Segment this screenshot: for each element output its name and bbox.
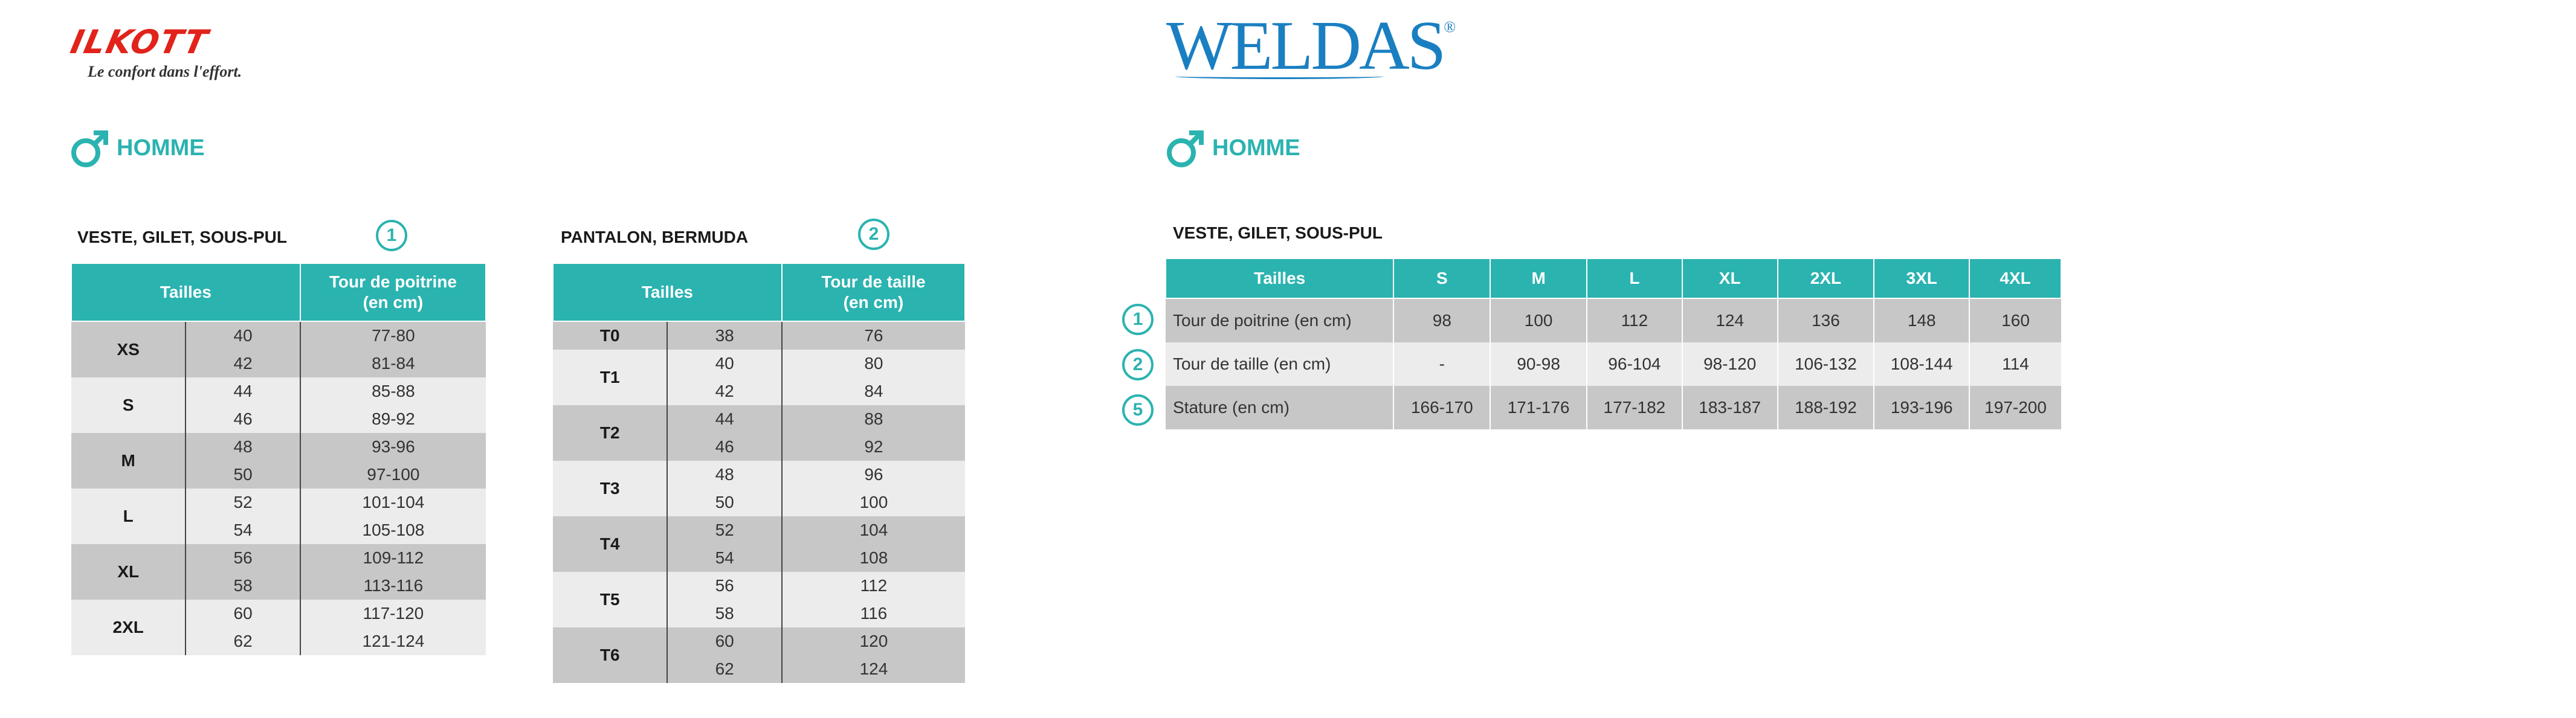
eu-size-cell: 48: [186, 433, 300, 461]
size-cell: T4: [553, 516, 667, 572]
measure-cell: 112: [782, 572, 965, 600]
table1-badge: 1: [376, 220, 407, 251]
header-cell: S: [1393, 258, 1490, 298]
eu-size-cell: 62: [186, 627, 300, 655]
size-cell: L: [71, 489, 186, 544]
table-row: [553, 461, 965, 489]
value-cell: 171-176: [1490, 386, 1587, 429]
measure-cell: 121-124: [300, 627, 486, 655]
eu-size-cell: 48: [667, 461, 781, 489]
measure-cell: 93-96: [300, 433, 486, 461]
eu-size-cell: 52: [186, 489, 300, 516]
eu-size-cell: 58: [186, 572, 300, 600]
male-symbol-icon: [69, 127, 112, 169]
value-cell: 90-98: [1490, 342, 1587, 386]
table3-badge-5: 5: [1122, 394, 1154, 426]
size-table-jacket: [71, 263, 486, 655]
measure-cell: 89-92: [300, 405, 486, 433]
value-cell: 98-120: [1682, 342, 1778, 386]
ilkott-logo: ILKOTT: [67, 23, 212, 61]
value-cell: 177-182: [1587, 386, 1682, 429]
size-table-weldas: [1165, 258, 2062, 429]
eu-size-cell: 42: [186, 350, 300, 377]
measure-cell: 117-120: [300, 600, 486, 627]
weldas-swoosh: [1175, 74, 1384, 79]
table-row: [1166, 386, 2061, 429]
header-cell: L: [1587, 258, 1682, 298]
value-cell: 96-104: [1587, 342, 1682, 386]
value-cell: 183-187: [1682, 386, 1778, 429]
measure-cell: 105-108: [300, 516, 486, 544]
size-cell: S: [71, 377, 186, 433]
value-cell: 148: [1874, 298, 1969, 342]
eu-size-cell: 56: [186, 544, 300, 572]
table-row: [553, 321, 965, 350]
eu-size-cell: 38: [667, 321, 781, 350]
eu-size-cell: 56: [667, 572, 781, 600]
measure-cell: 113-116: [300, 572, 486, 600]
eu-size-cell: 60: [667, 627, 781, 655]
measure-cell: 120: [782, 627, 965, 655]
table2-title: PANTALON, BERMUDA: [561, 228, 749, 246]
table-row: [553, 572, 965, 600]
size-cell: T1: [553, 350, 667, 405]
table3-title: VESTE, GILET, SOUS-PUL: [1173, 223, 1383, 242]
size-cell: 2XL: [71, 600, 186, 655]
value-cell: 106-132: [1778, 342, 1874, 386]
table-row: [553, 405, 965, 433]
header-cell: XL: [1682, 258, 1778, 298]
measure-cell: 81-84: [300, 350, 486, 377]
table-row: [71, 489, 486, 516]
measure-cell: 80: [782, 350, 965, 377]
weldas-logo: [1166, 7, 1456, 85]
row-label: Tour de taille (en cm): [1166, 342, 1393, 386]
table-row: [71, 377, 486, 405]
table-row: [553, 516, 965, 544]
table-row: [71, 600, 486, 627]
measure-cell: 85-88: [300, 377, 486, 405]
measure-cell: 124: [782, 655, 965, 683]
eu-size-cell: 54: [186, 516, 300, 544]
header-sizes: Tailles: [71, 263, 300, 321]
size-cell: T2: [553, 405, 667, 461]
header-cell: 3XL: [1874, 258, 1969, 298]
table-row: [71, 321, 486, 350]
value-cell: 160: [1969, 298, 2061, 342]
gender-header-left: [69, 127, 205, 169]
eu-size-cell: 42: [667, 377, 781, 405]
gender-label: HOMME: [1212, 135, 1300, 161]
eu-size-cell: 50: [667, 489, 781, 516]
table-row: [553, 350, 965, 377]
header-measure: Tour de taille (en cm): [782, 263, 965, 321]
header-sizes: Tailles: [553, 263, 782, 321]
table-row: [71, 433, 486, 461]
row-label: Stature (en cm): [1166, 386, 1393, 429]
value-cell: 188-192: [1778, 386, 1874, 429]
measure-cell: 116: [782, 600, 965, 627]
measure-cell: 101-104: [300, 489, 486, 516]
value-cell: 112: [1587, 298, 1682, 342]
header-measure: Tour de poitrine (en cm): [300, 263, 486, 321]
value-cell: 136: [1778, 298, 1874, 342]
measure-cell: 76: [782, 321, 965, 350]
table-row: [1166, 298, 2061, 342]
size-cell: XS: [71, 321, 186, 377]
value-cell: 197-200: [1969, 386, 2061, 429]
value-cell: 108-144: [1874, 342, 1969, 386]
measure-cell: 88: [782, 405, 965, 433]
measure-cell: 77-80: [300, 321, 486, 350]
eu-size-cell: 62: [667, 655, 781, 683]
measure-cell: 104: [782, 516, 965, 544]
weldas-logo-text: WELDAS: [1166, 7, 1444, 85]
size-cell: XL: [71, 544, 186, 600]
value-cell: 166-170: [1393, 386, 1490, 429]
table3-badge-2: 2: [1122, 349, 1154, 380]
measure-cell: 84: [782, 377, 965, 405]
value-cell: 100: [1490, 298, 1587, 342]
eu-size-cell: 54: [667, 544, 781, 572]
value-cell: 124: [1682, 298, 1778, 342]
gender-label: HOMME: [117, 135, 205, 161]
measure-cell: 109-112: [300, 544, 486, 572]
eu-size-cell: 40: [667, 350, 781, 377]
eu-size-cell: 44: [186, 377, 300, 405]
table-row: [1166, 342, 2061, 386]
ilkott-slogan: Le confort dans l'effort.: [88, 63, 242, 80]
value-cell: -: [1393, 342, 1490, 386]
male-symbol-icon: [1165, 127, 1207, 169]
measure-cell: 100: [782, 489, 965, 516]
measure-cell: 96: [782, 461, 965, 489]
size-table-pants: [552, 263, 966, 683]
table1-title: VESTE, GILET, SOUS-PUL: [77, 228, 287, 246]
header-cell: 2XL: [1778, 258, 1874, 298]
table-row: [553, 627, 965, 655]
size-cell: T5: [553, 572, 667, 627]
value-cell: 193-196: [1874, 386, 1969, 429]
registered-mark: ®: [1444, 18, 1456, 36]
size-cell: T0: [553, 321, 667, 350]
value-cell: 114: [1969, 342, 2061, 386]
table-row: [71, 544, 486, 572]
eu-size-cell: 52: [667, 516, 781, 544]
eu-size-cell: 40: [186, 321, 300, 350]
value-cell: 98: [1393, 298, 1490, 342]
eu-size-cell: 46: [667, 433, 781, 461]
header-cell: Tailles: [1166, 258, 1393, 298]
size-cell: T3: [553, 461, 667, 516]
header-cell: 4XL: [1969, 258, 2061, 298]
eu-size-cell: 46: [186, 405, 300, 433]
table2-badge: 2: [858, 219, 889, 250]
eu-size-cell: 60: [186, 600, 300, 627]
measure-cell: 92: [782, 433, 965, 461]
row-label: Tour de poitrine (en cm): [1166, 298, 1393, 342]
eu-size-cell: 50: [186, 461, 300, 489]
eu-size-cell: 44: [667, 405, 781, 433]
measure-cell: 108: [782, 544, 965, 572]
measure-cell: 97-100: [300, 461, 486, 489]
eu-size-cell: 58: [667, 600, 781, 627]
gender-header-right: [1165, 127, 1300, 169]
size-cell: M: [71, 433, 186, 489]
size-cell: T6: [553, 627, 667, 683]
header-cell: M: [1490, 258, 1587, 298]
table3-badge-1: 1: [1122, 304, 1154, 335]
